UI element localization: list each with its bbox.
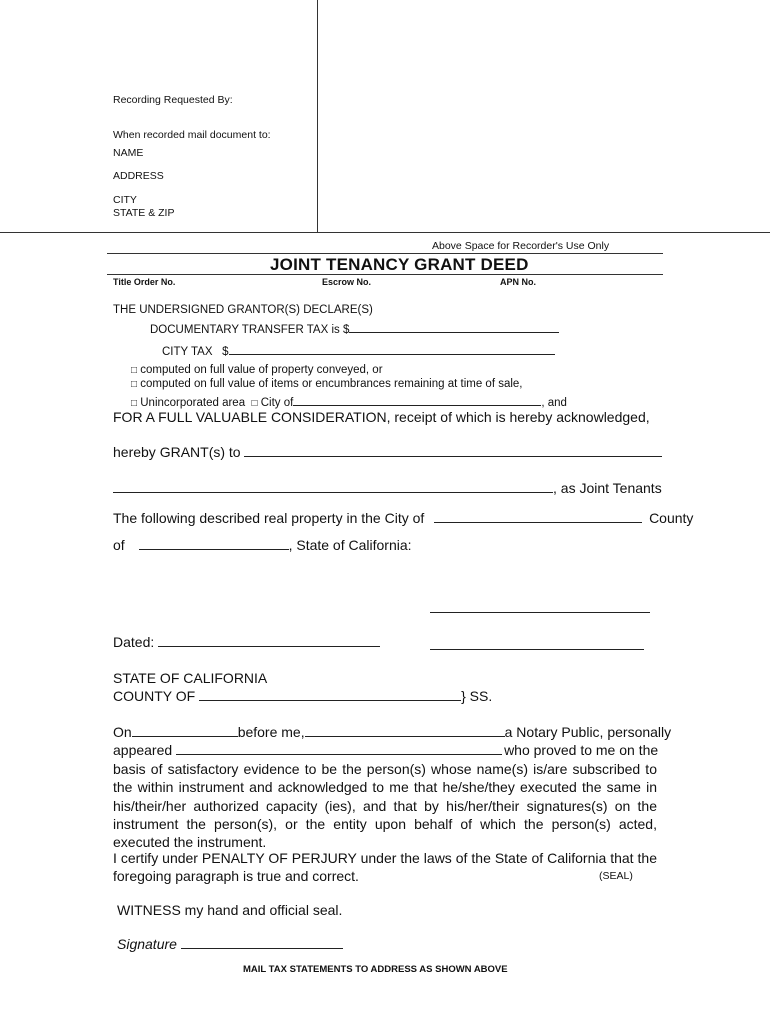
documentary-tax bbox=[150, 320, 559, 336]
title-top-line bbox=[107, 253, 663, 254]
tax-option-1 bbox=[131, 364, 383, 376]
property-city-field[interactable] bbox=[434, 510, 642, 523]
seal-label: (SEAL) bbox=[599, 870, 633, 882]
title-bottom-line bbox=[107, 274, 663, 275]
notary-on-line bbox=[113, 724, 672, 740]
documentary-tax-label: DOCUMENTARY TRANSFER TAX is $ bbox=[150, 324, 350, 336]
signature-line bbox=[117, 936, 343, 952]
tax-option-2 bbox=[131, 378, 523, 390]
of-word: of bbox=[113, 537, 125, 553]
tax-option-1-label: computed on full value of property conveyed, or bbox=[140, 364, 383, 376]
recorder-box-divider bbox=[317, 0, 318, 232]
address-label: ADDRESS bbox=[113, 170, 164, 182]
apn-label: APN No. bbox=[500, 277, 536, 287]
joint-tenants-line bbox=[113, 480, 662, 496]
grantee-field-2[interactable] bbox=[113, 480, 553, 493]
county-of-label: COUNTY OF bbox=[113, 688, 196, 704]
city-of-field[interactable] bbox=[293, 393, 541, 406]
recording-requested-by: Recording Requested By: bbox=[113, 94, 233, 106]
recorder-space-note: Above Space for Recorder's Use Only bbox=[432, 240, 610, 252]
witness-text: WITNESS my hand and official seal. bbox=[117, 902, 343, 918]
signature-label: Signature bbox=[117, 936, 177, 952]
state-zip-label: STATE & ZIP bbox=[113, 207, 175, 219]
joint-tenants-label: , as Joint Tenants bbox=[553, 480, 662, 496]
city-of-label: City of bbox=[260, 397, 294, 409]
documentary-tax-field[interactable] bbox=[349, 320, 559, 333]
city-tax-label: CITY TAX bbox=[162, 346, 213, 358]
escrow-label: Escrow No. bbox=[322, 277, 372, 287]
grantee-field[interactable] bbox=[244, 444, 662, 457]
tax-option-3 bbox=[131, 393, 567, 409]
mail-to-label: When recorded mail document to: bbox=[113, 129, 271, 141]
county-of-line bbox=[113, 688, 492, 704]
grantor-declare: THE UNDERSIGNED GRANTOR(S) DECLARE(S) bbox=[113, 304, 373, 316]
checkbox-city[interactable]: □ bbox=[251, 398, 258, 409]
grantor-signature-line-2[interactable] bbox=[430, 649, 644, 650]
notary-appeared-line bbox=[113, 742, 657, 758]
notary-name-field[interactable] bbox=[305, 724, 505, 737]
who-proved-label: who proved to me on the bbox=[504, 742, 659, 758]
unincorporated-label: Unincorporated area bbox=[140, 397, 246, 409]
name-label: NAME bbox=[113, 147, 144, 159]
title-order-label: Title Order No. bbox=[113, 277, 176, 287]
before-me-label: before me, bbox=[237, 724, 305, 740]
checkbox-full-value[interactable]: □ bbox=[131, 365, 138, 376]
notary-public-label: a Notary Public, personally bbox=[504, 724, 672, 740]
consideration-text: FOR A FULL VALUABLE CONSIDERATION, receipt of which is hereby acknowledged, bbox=[113, 409, 650, 425]
city-tax bbox=[162, 342, 555, 358]
grant-to-line bbox=[113, 444, 662, 460]
date-field[interactable] bbox=[132, 724, 238, 737]
county-state-line bbox=[113, 537, 412, 553]
county-field[interactable] bbox=[139, 537, 289, 550]
grant-to-label: hereby GRANT(s) to bbox=[113, 444, 241, 460]
property-prefix: The following described real property in the City of bbox=[113, 510, 425, 526]
and-label: , and bbox=[541, 397, 567, 409]
city-tax-dollar: $ bbox=[222, 346, 229, 358]
city-tax-field[interactable] bbox=[229, 342, 555, 355]
page-title: JOINT TENANCY GRANT DEED bbox=[270, 255, 529, 274]
dated-label: Dated: bbox=[113, 634, 155, 650]
city-label: CITY bbox=[113, 194, 137, 206]
notary-acknowledgment-text: basis of satisfactory evidence to be the person(s) whose name(s) is/are subscribed to the within instrument and acknowledged to me that he/she/they executed the same in his/their/her authorized capacity (ies), and that by his/her/their signatures(s) on the instrument the person(s), or the entity upon behalf of which the person(s) acted, executed the instrument. bbox=[113, 761, 657, 851]
grantor-signature-line-1[interactable] bbox=[430, 612, 650, 613]
checkbox-unincorporated[interactable]: □ bbox=[131, 398, 138, 409]
tax-option-2-label: computed on full value of items or encumbrances remaining at time of sale, bbox=[140, 378, 523, 390]
perjury-certification: I certify under PENALTY OF PERJURY under the laws of the State of California that the foregoing paragraph is true and correct. bbox=[113, 850, 657, 885]
ss-label: } SS. bbox=[461, 688, 493, 704]
county-word: County bbox=[649, 510, 694, 526]
appeared-field[interactable] bbox=[176, 742, 502, 755]
county-of-field[interactable] bbox=[199, 688, 461, 701]
state-of-california-heading: STATE OF CALIFORNIA bbox=[113, 670, 268, 686]
dated-field[interactable] bbox=[158, 634, 380, 647]
recorder-box-bottom-line bbox=[0, 232, 770, 233]
checkbox-encumbrances[interactable]: □ bbox=[131, 379, 138, 390]
appeared-label: appeared bbox=[113, 742, 173, 758]
state-of-california-text: , State of California: bbox=[288, 537, 412, 553]
property-city-line bbox=[113, 510, 693, 526]
on-label: On bbox=[113, 724, 132, 740]
dated-line bbox=[113, 634, 380, 650]
mail-tax-statements: MAIL TAX STATEMENTS TO ADDRESS AS SHOWN ABOVE bbox=[243, 964, 508, 975]
signature-field[interactable] bbox=[181, 936, 343, 949]
